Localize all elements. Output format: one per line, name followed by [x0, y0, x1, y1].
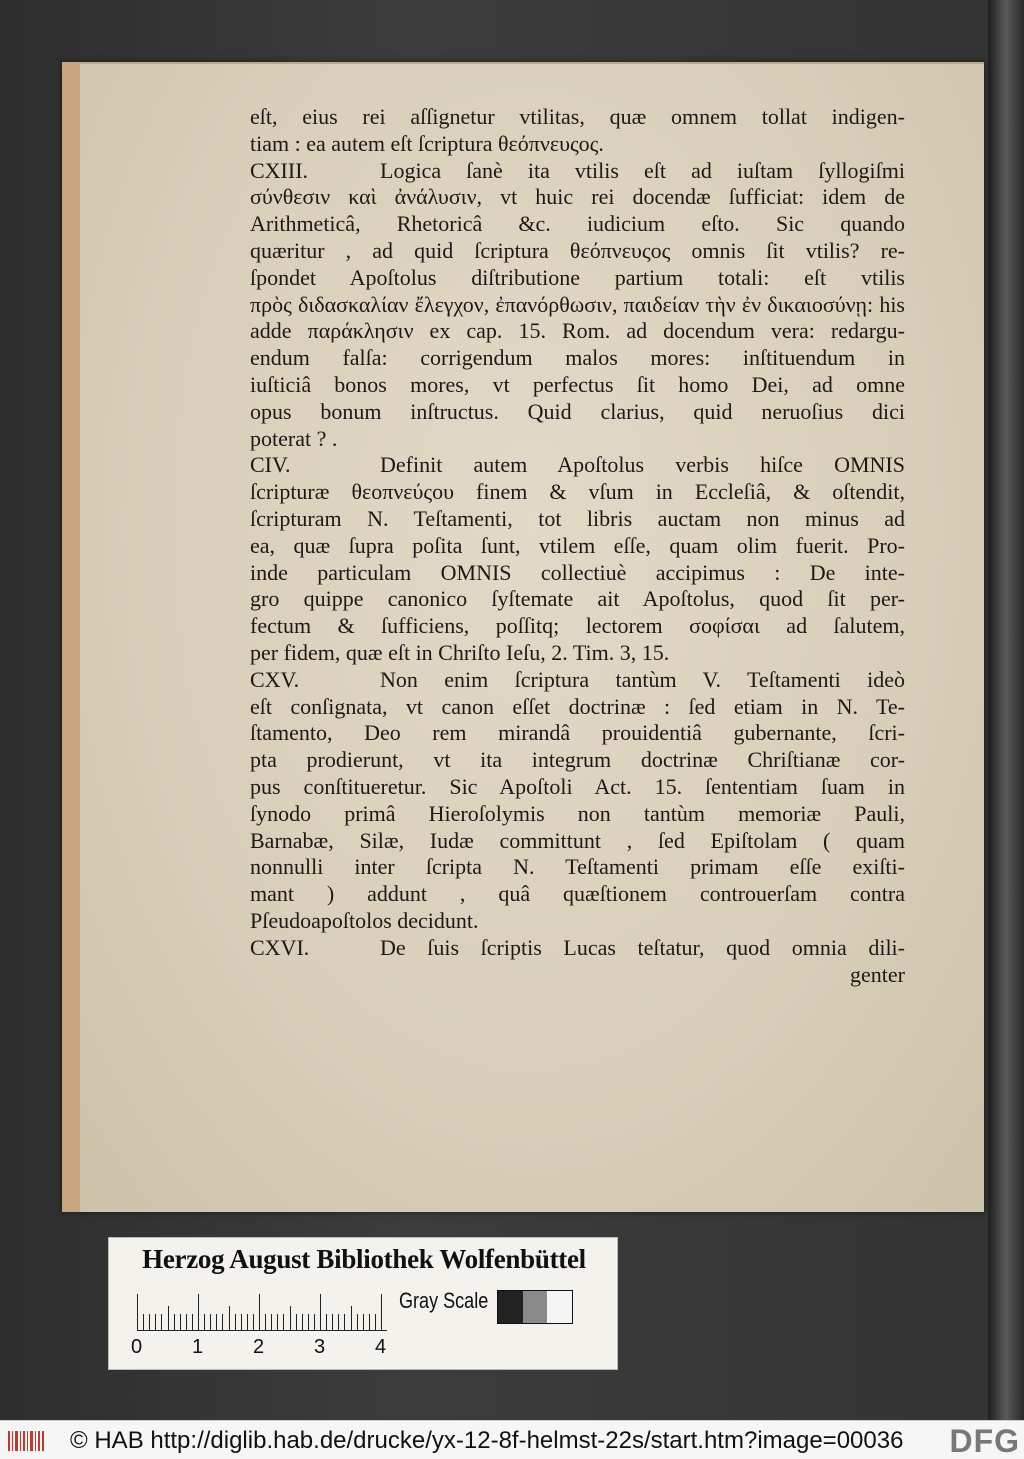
ruler-tick: [204, 1314, 205, 1330]
ruler-tick: [241, 1314, 242, 1330]
paragraph-first-line: [250, 452, 905, 479]
text-line: gro quippe canonico ſyſtemate ait Apoſtolus, quod ſit per-: [250, 586, 905, 612]
ruler-tick: [320, 1294, 321, 1330]
paragraph-first-line: [250, 935, 905, 962]
ruler-tick: [332, 1314, 333, 1330]
text-line: fectum & ſufficiens, poſſitq; lectorem σοφίσαι ad ſalutem,: [250, 613, 905, 639]
text-line: Arithmeticâ, Rhetoricâ &c. iudicium eſto. Sic quando: [250, 211, 905, 237]
library-name: Herzog August Bibliothek Wolfenbüttel: [142, 1244, 586, 1274]
ruler-tick: [283, 1314, 284, 1330]
text-line: quæritur , ad quid ſcriptura θεόπνευςος omnis ſit vtilis? re-: [250, 237, 905, 263]
ruler-tick: [381, 1294, 382, 1330]
ruler-tick: [186, 1314, 187, 1330]
footer-url-text[interactable]: © HAB http://diglib.hab.de/drucke/yx-12-8f-helmst-22s/start.htm?image=00036: [70, 1427, 904, 1454]
text-line: πρὸς διδασκαλίαν ἔλεγχον, ἐπανόρθωσιν, παιδείαν τὴν ἐν δικαιοσύνῃ: his: [250, 291, 905, 317]
ruler-tick: [253, 1314, 254, 1330]
library-label: [108, 1237, 618, 1370]
ruler-number: 4: [375, 1336, 387, 1358]
text-line: mant ) addunt , quâ quæſtionem controuerſam contra: [250, 881, 905, 907]
ruler-number: 3: [314, 1336, 326, 1358]
ruler-tick: [149, 1314, 150, 1330]
footer-bar: [0, 1420, 1024, 1459]
text-line: eſt, eius rei aſſignetur vtilitas, quæ omnem tollat indigen-: [250, 104, 905, 129]
ruler-tick: [229, 1306, 230, 1330]
ruler-tick: [180, 1314, 181, 1330]
text-line: poterat ? .: [250, 425, 338, 451]
ruler-tick: [277, 1314, 278, 1330]
ruler-tick: [137, 1294, 138, 1330]
ruler-number: 1: [192, 1336, 204, 1358]
ruler-tick: [344, 1314, 345, 1330]
page-text: [250, 104, 905, 988]
ruler-tick: [357, 1314, 358, 1330]
ruler-tick: [271, 1314, 272, 1330]
text-line: Barnabæ, Silæ, Iudæ committunt , ſed Epiſtolam ( quam: [250, 827, 905, 853]
ruler-tick: [290, 1306, 291, 1330]
text-line: per fidem, quæ eſt in Chriſto Ieſu, 2. Tim. 3, 15.: [250, 639, 670, 665]
paragraph-number: CXIII.: [250, 157, 309, 183]
ruler-tick: [143, 1314, 144, 1330]
paragraph-text: Logica ſanè ita vtilis eſt ad iuſtam ſyllogiſmi: [380, 157, 905, 183]
text-line: pta prodierunt, vt ita integrum doctrinæ Chriſtianæ cor-: [250, 747, 905, 773]
paragraph-text: Non enim ſcriptura tantùm V. Teſtamenti ideò: [380, 666, 905, 692]
text-line: eſt conſignata, vt canon eſſet doctrinæ : ſed etiam in N. Te-: [250, 693, 905, 719]
ruler-tick: [363, 1314, 364, 1330]
ruler-tick: [265, 1314, 266, 1330]
gray-scale-label: Gray Scale: [399, 1288, 489, 1313]
ruler-tick: [155, 1314, 156, 1330]
ruler-tick: [369, 1314, 370, 1330]
paragraph-text: De ſuis ſcriptis Lucas teſtatur, quod omnia dili-: [380, 934, 905, 960]
text-line: pus conſtitueretur. Sic Apoſtoli Act. 15. ſententiam ſuam in: [250, 773, 905, 799]
text-line: inde particulam OMNIS collectiuè accipimus : De inte-: [250, 559, 905, 585]
ruler-tick: [192, 1314, 193, 1330]
paragraph-first-line: [250, 667, 905, 694]
text-line: ſtamento, Deo rem mirandâ prouidentiâ gubernante, ſcri-: [250, 720, 905, 746]
ruler-tick: [314, 1314, 315, 1330]
ruler-tick: [216, 1314, 217, 1330]
gray-swatch: [547, 1291, 572, 1323]
ruler-tick: [259, 1294, 260, 1330]
ruler-number: 0: [131, 1336, 143, 1358]
ruler-tick: [351, 1306, 352, 1330]
text-line: ſcripturæ θεοπνεύςου finem & vſum in Eccleſiâ, & oſtendit,: [250, 479, 905, 505]
text-line: adde παράκλησιν ex cap. 15. Rom. ad docendum vera: redargu-: [250, 318, 905, 344]
text-line: nonnulli inter ſcripta N. Teſtamenti primam eſſe exiſti-: [250, 854, 905, 880]
ruler-tick: [375, 1314, 376, 1330]
book-spine: [988, 0, 1024, 1420]
ruler-tick: [235, 1314, 236, 1330]
ruler-number: 2: [253, 1336, 265, 1358]
paragraph-number: CIV.: [250, 452, 291, 478]
ruler-tick: [174, 1314, 175, 1330]
text-line: endum falſa: corrigendum malos mores: inſtituendum in: [250, 345, 905, 371]
ruler-tick: [168, 1306, 169, 1330]
ruler-tick: [326, 1314, 327, 1330]
barcode-icon: [8, 1429, 46, 1453]
gray-swatch: [523, 1291, 548, 1323]
gray-swatch: [498, 1291, 523, 1323]
ruler-tick: [302, 1314, 303, 1330]
paragraph-text: Definit autem Apoſtolus verbis hiſce OMNIS: [380, 452, 905, 478]
text-line: ea, quæ ſupra poſita ſunt, vtilem eſſe, quam olim fuerit. Pro-: [250, 532, 905, 558]
scale-ruler: [137, 1292, 387, 1332]
paragraph-number: CXV.: [250, 666, 300, 692]
ruler-tick: [210, 1314, 211, 1330]
text-line: opus bonum inſtructus. Quid clarius, quid neruoſius dici: [250, 398, 905, 424]
ruler-tick: [338, 1314, 339, 1330]
text-line: ſpondet Apoſtolus diſtributione partium totali: eſt vtilis: [250, 264, 905, 290]
ruler-baseline: [137, 1330, 387, 1331]
ruler-tick: [247, 1314, 248, 1330]
catchword: genter: [850, 961, 905, 987]
text-line: iuſticiâ bonos mores, vt perfectus ſit homo Dei, ad omne: [250, 371, 905, 397]
ruler-tick: [222, 1314, 223, 1330]
text-line: ſcripturam N. Teſtamenti, tot libris auctam non minus ad: [250, 505, 905, 531]
text-line: ſynodo primâ Hieroſolymis non tantùm memoriæ Pauli,: [250, 800, 905, 826]
paragraph-first-line: [250, 158, 905, 185]
ruler-tick: [198, 1294, 199, 1330]
ruler-tick: [296, 1314, 297, 1330]
text-line: σύνθεσιν καὶ ἀνάλυσιν, vt huic rei docendæ ſufficiat: idem de: [250, 184, 905, 210]
dfg-logo: DFG: [949, 1423, 1020, 1459]
paragraph-number: CXVI.: [250, 934, 310, 960]
ruler-tick: [161, 1314, 162, 1330]
text-line: Pſeudoapoſtolos decidunt.: [250, 907, 479, 933]
gray-scale-swatches: [497, 1290, 573, 1324]
ruler-tick: [308, 1314, 309, 1330]
text-line: tiam : ea autem eſt ſcriptura θεόπνευςος.: [250, 130, 604, 156]
